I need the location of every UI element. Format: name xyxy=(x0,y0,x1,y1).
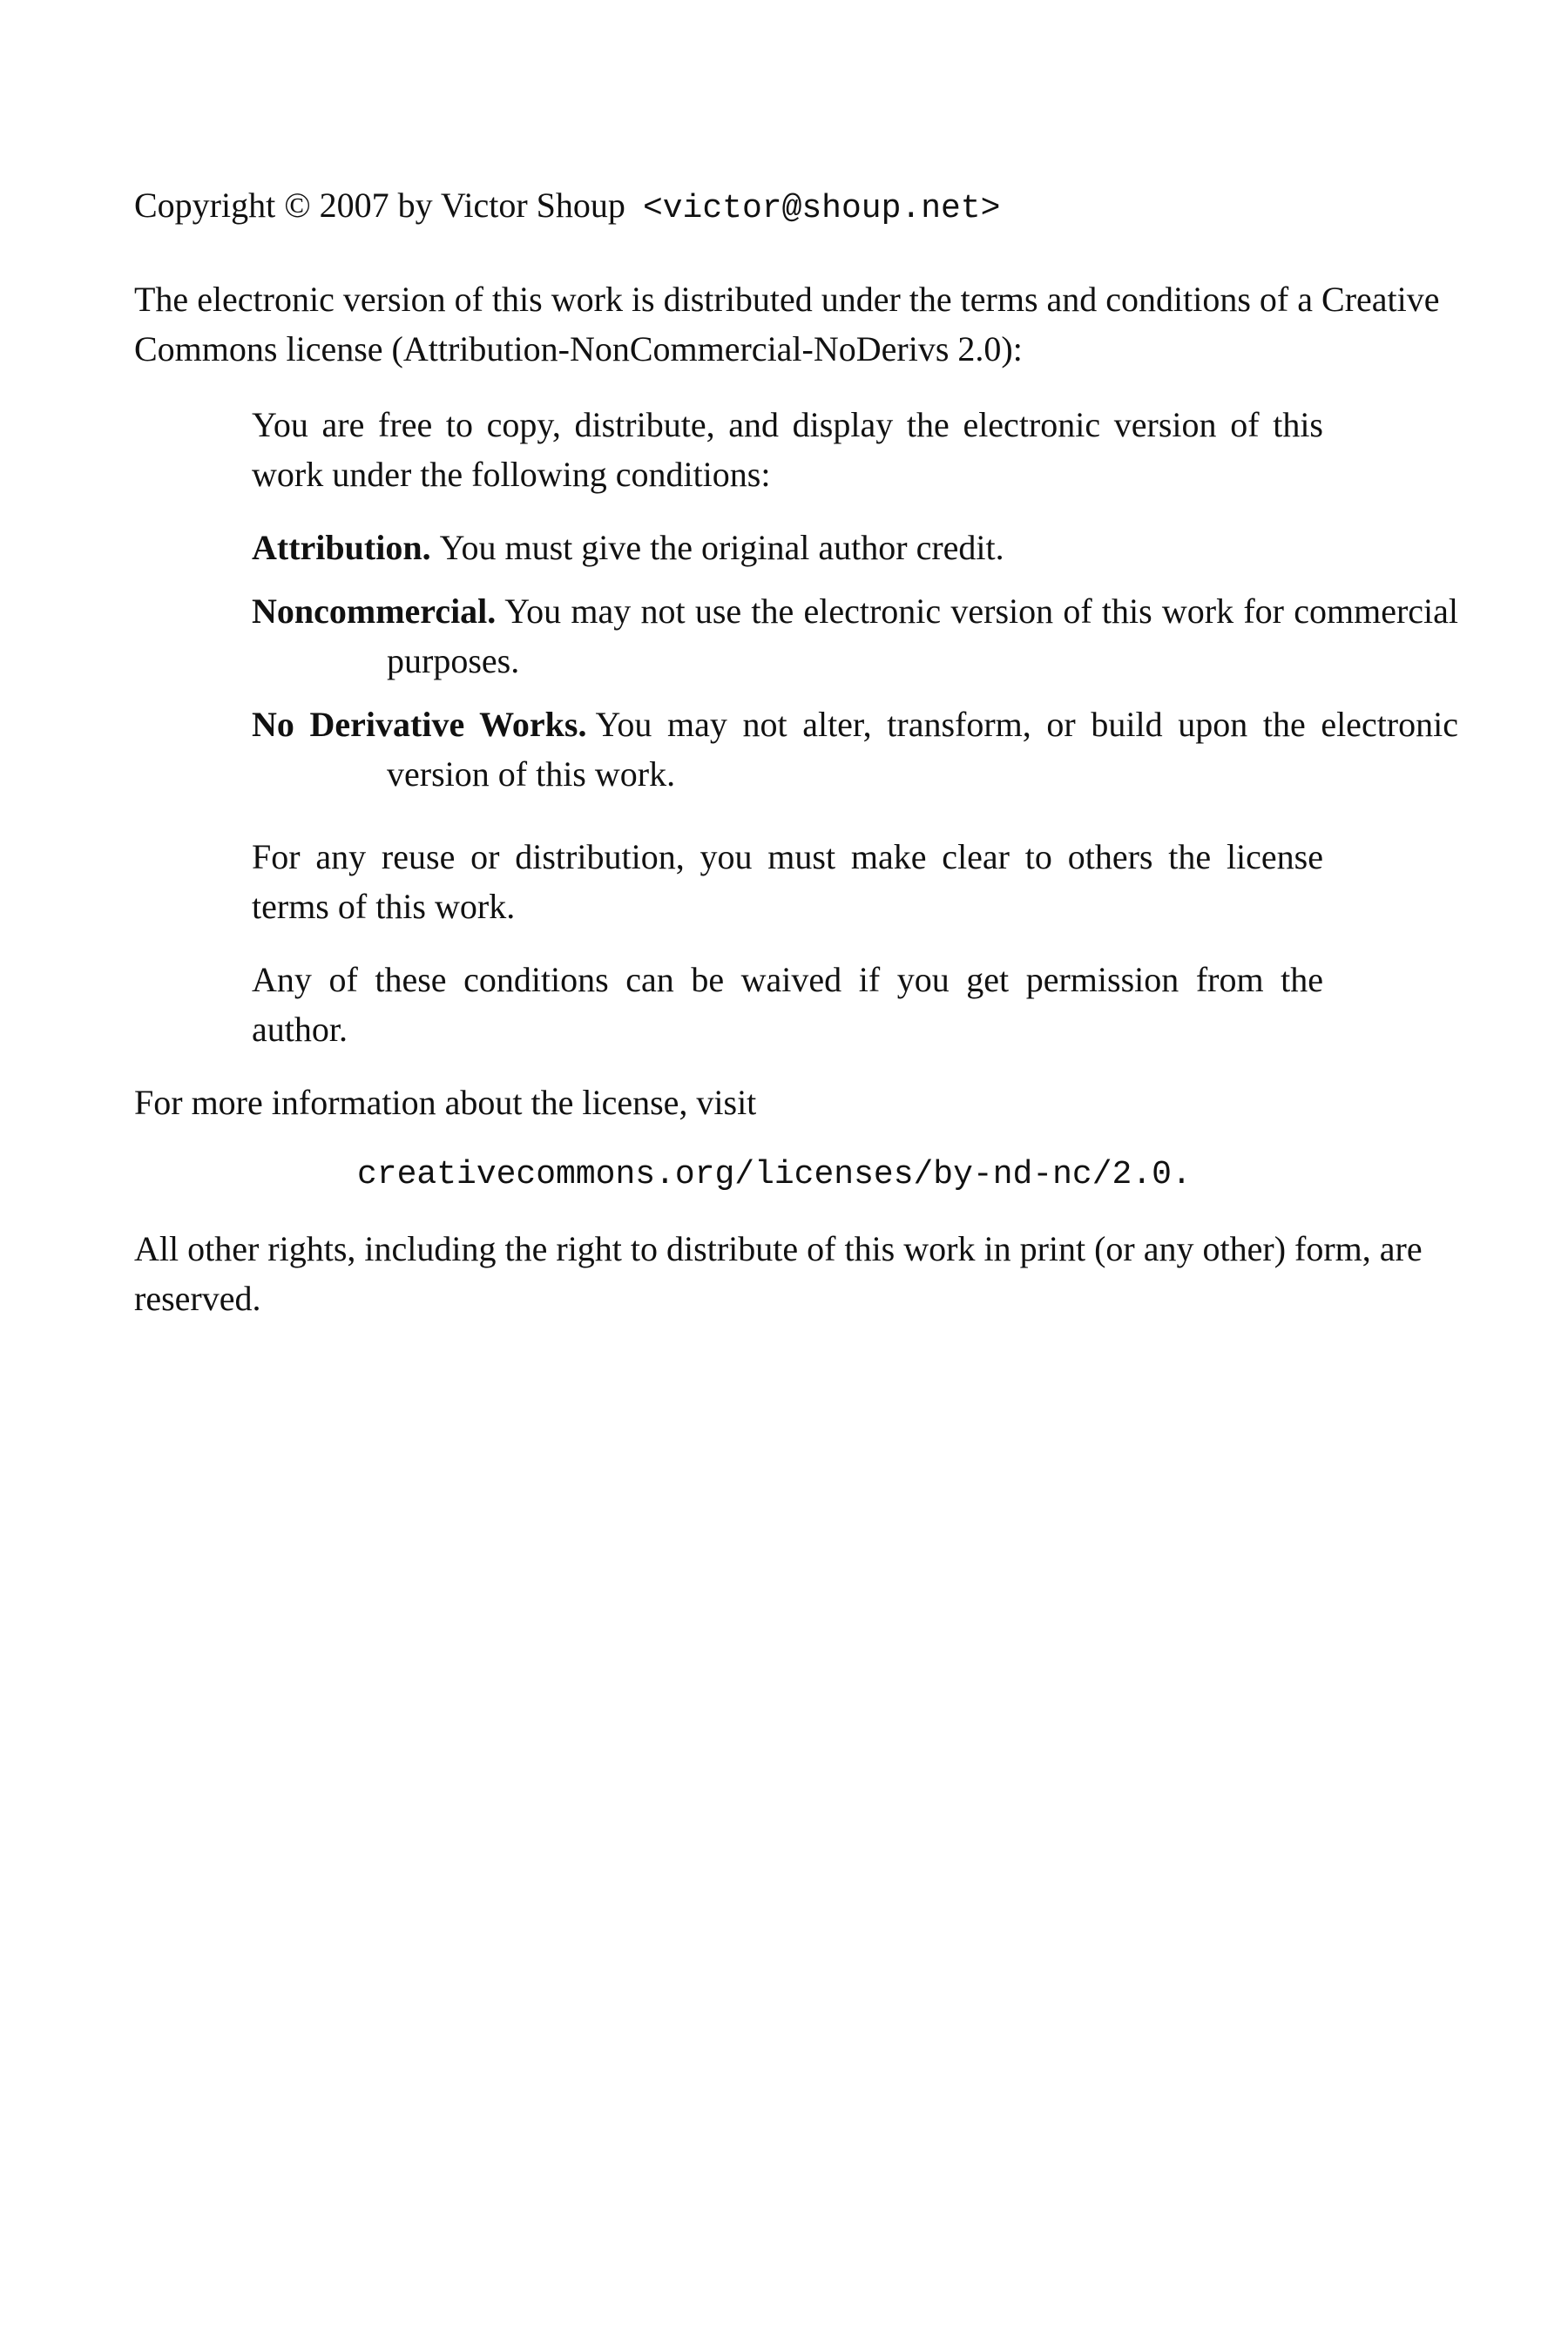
condition-term: No Derivative Works. xyxy=(252,705,587,744)
copyright-page xyxy=(134,180,1458,1323)
license-terms xyxy=(252,400,1458,1054)
copyright-line xyxy=(134,180,1441,233)
free-statement: You are free to copy, distribute, and display the electronic version of this work under the following conditions: xyxy=(252,405,1323,494)
condition-term: Noncommercial. xyxy=(252,591,497,631)
waiver-statement: Any of these conditions can be waived if you get permission from the author. xyxy=(252,960,1323,1049)
condition-text: You may not alter, transform, or build upon the electronic version of this work. xyxy=(387,705,1458,794)
condition-text: You must give the original author credit. xyxy=(439,528,1004,567)
condition-noncommercial xyxy=(252,586,1458,686)
more-info-line: For more information about the license, visit xyxy=(134,1083,757,1122)
rights-reserved: All other rights, including the right to distribute of this work in print (or any other) form, are reserved. xyxy=(134,1229,1423,1318)
condition-no-derivative-works xyxy=(252,700,1458,799)
condition-attribution xyxy=(252,523,1458,572)
license-url: creativecommons.org/licenses/by-nd-nc/2.0. xyxy=(357,1156,1192,1193)
condition-term: Attribution. xyxy=(252,528,431,567)
author-email: <victor@shoup.net> xyxy=(642,190,1001,227)
copyright-text: Copyright © 2007 by Victor Shoup xyxy=(134,186,625,225)
license-intro: The electronic version of this work is distributed under the terms and conditions of a Creative Commons license (Attribution-NonCommercial-NoDerivs 2.0): xyxy=(134,280,1440,368)
condition-text: You may not use the electronic version of this work for commercial purposes. xyxy=(387,591,1458,680)
reuse-statement: For any reuse or distribution, you must make clear to others the license terms of this work. xyxy=(252,837,1323,926)
